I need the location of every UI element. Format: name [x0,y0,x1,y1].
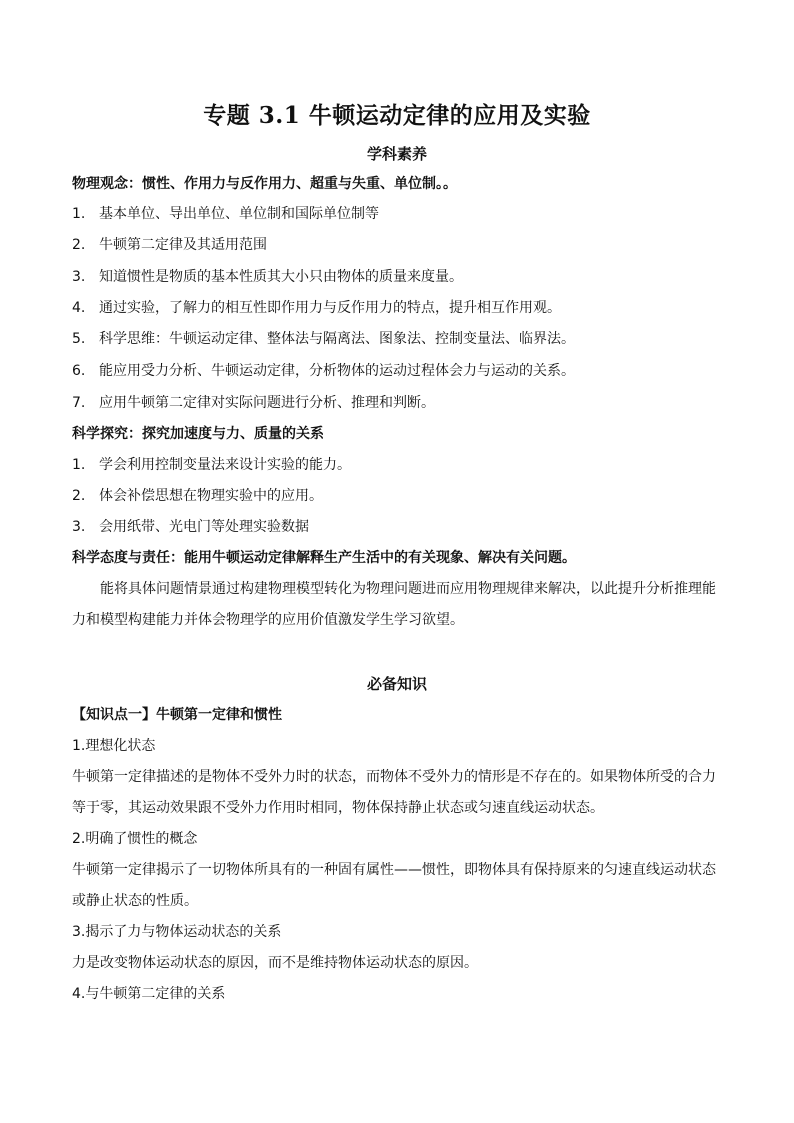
attitude-title: 科学态度与责任：能用牛顿运动定律解释生产生活中的有关现象、解决有关问题。 [72,550,576,566]
section-heading-knowledge: 必备知识 [366,675,427,693]
list-item-text: 通过实验，了解力的相互性即作用力与反作用力的特点，提升相互作用观。 [99,300,561,316]
list-item [72,266,732,288]
list-item [72,234,732,256]
attitude-paragraph-line: 能将具体问题情景通过构建物理模型转化为物理问题进而应用物理规律来解决，以此提升分析推理能 [100,581,716,597]
list-item-text: 基本单位、导出单位、单位制和国际单位制等 [99,206,379,222]
document-title: 专题 3.1 牛顿运动定律的应用及实验 [203,102,591,129]
paragraph-line: 牛顿第一定律揭示了一切物体所具有的一种固有属性——惯性，即物体具有保持原来的匀速直线运动状态 [72,862,716,878]
list-item-text: 应用牛顿第二定律对实际问题进行分析、推理和判断。 [99,395,435,411]
list-item-number: 5. [72,331,86,347]
section-heading-literacy: 学科素养 [366,145,427,163]
subsection-title: 1.理想化状态 [72,738,156,754]
knowledge-point-title: 【知识点一】牛顿第一定律和惯性 [72,707,282,723]
list-item-number: 3. [72,269,86,285]
list-item-text: 能应用受力分析、牛顿运动定律，分析物体的运动过程体会力与运动的关系。 [99,363,575,379]
subsection-title: 4.与牛顿第二定律的关系 [72,986,226,1002]
list-item-text: 科学思维：牛顿运动定律、整体法与隔离法、图象法、控制变量法、临界法。 [99,331,575,347]
list-item-number: 2. [72,488,86,504]
list-item [72,328,732,350]
list-item [72,485,732,507]
paragraph-line: 或静止状态的性质。 [72,893,198,909]
list-item-text: 学会利用控制变量法来设计实验的能力。 [99,457,351,473]
list-item-text: 知道惯性是物质的基本性质其大小只由物体的质量来度量。 [99,269,463,285]
list-item-number: 3. [72,519,86,535]
list-item-text: 牛顿第二定律及其适用范围 [99,237,267,253]
list-item [72,360,732,382]
list-item-number: 1. [72,206,86,222]
list-item-number: 7. [72,395,86,411]
paragraph-line: 牛顿第一定律描述的是物体不受外力时的状态，而物体不受外力的情形是不存在的。如果物体所受的合力 [72,769,716,785]
explore-title: 科学探究：探究加速度与力、质量的关系 [72,426,324,442]
list-item [72,454,732,476]
list-item [72,392,732,414]
concepts-title: 物理观念：惯性、作用力与反作用力、超重与失重、单位制。。 [72,176,457,192]
list-item-number: 4. [72,300,86,316]
list-item [72,516,732,538]
list-item-number: 2. [72,237,86,253]
paragraph-line: 等于零，其运动效果跟不受外力作用时相同，物体保持静止状态或匀速直线运动状态。 [72,800,604,816]
subsection-title: 2.明确了惯性的概念 [72,831,198,847]
attitude-paragraph-line: 力和模型构建能力并体会物理学的应用价值激发学生学习欲望。 [72,612,464,628]
subsection-title: 3.揭示了力与物体运动状态的关系 [72,924,282,940]
list-item [72,203,732,225]
list-item-number: 6. [72,363,86,379]
list-item-text: 体会补偿思想在物理实验中的应用。 [99,488,323,504]
list-item-number: 1. [72,457,86,473]
paragraph-line: 力是改变物体运动状态的原因，而不是维持物体运动状态的原因。 [72,955,478,971]
list-item-text: 会用纸带、光电门等处理实验数据 [99,519,309,535]
list-item [72,297,732,319]
